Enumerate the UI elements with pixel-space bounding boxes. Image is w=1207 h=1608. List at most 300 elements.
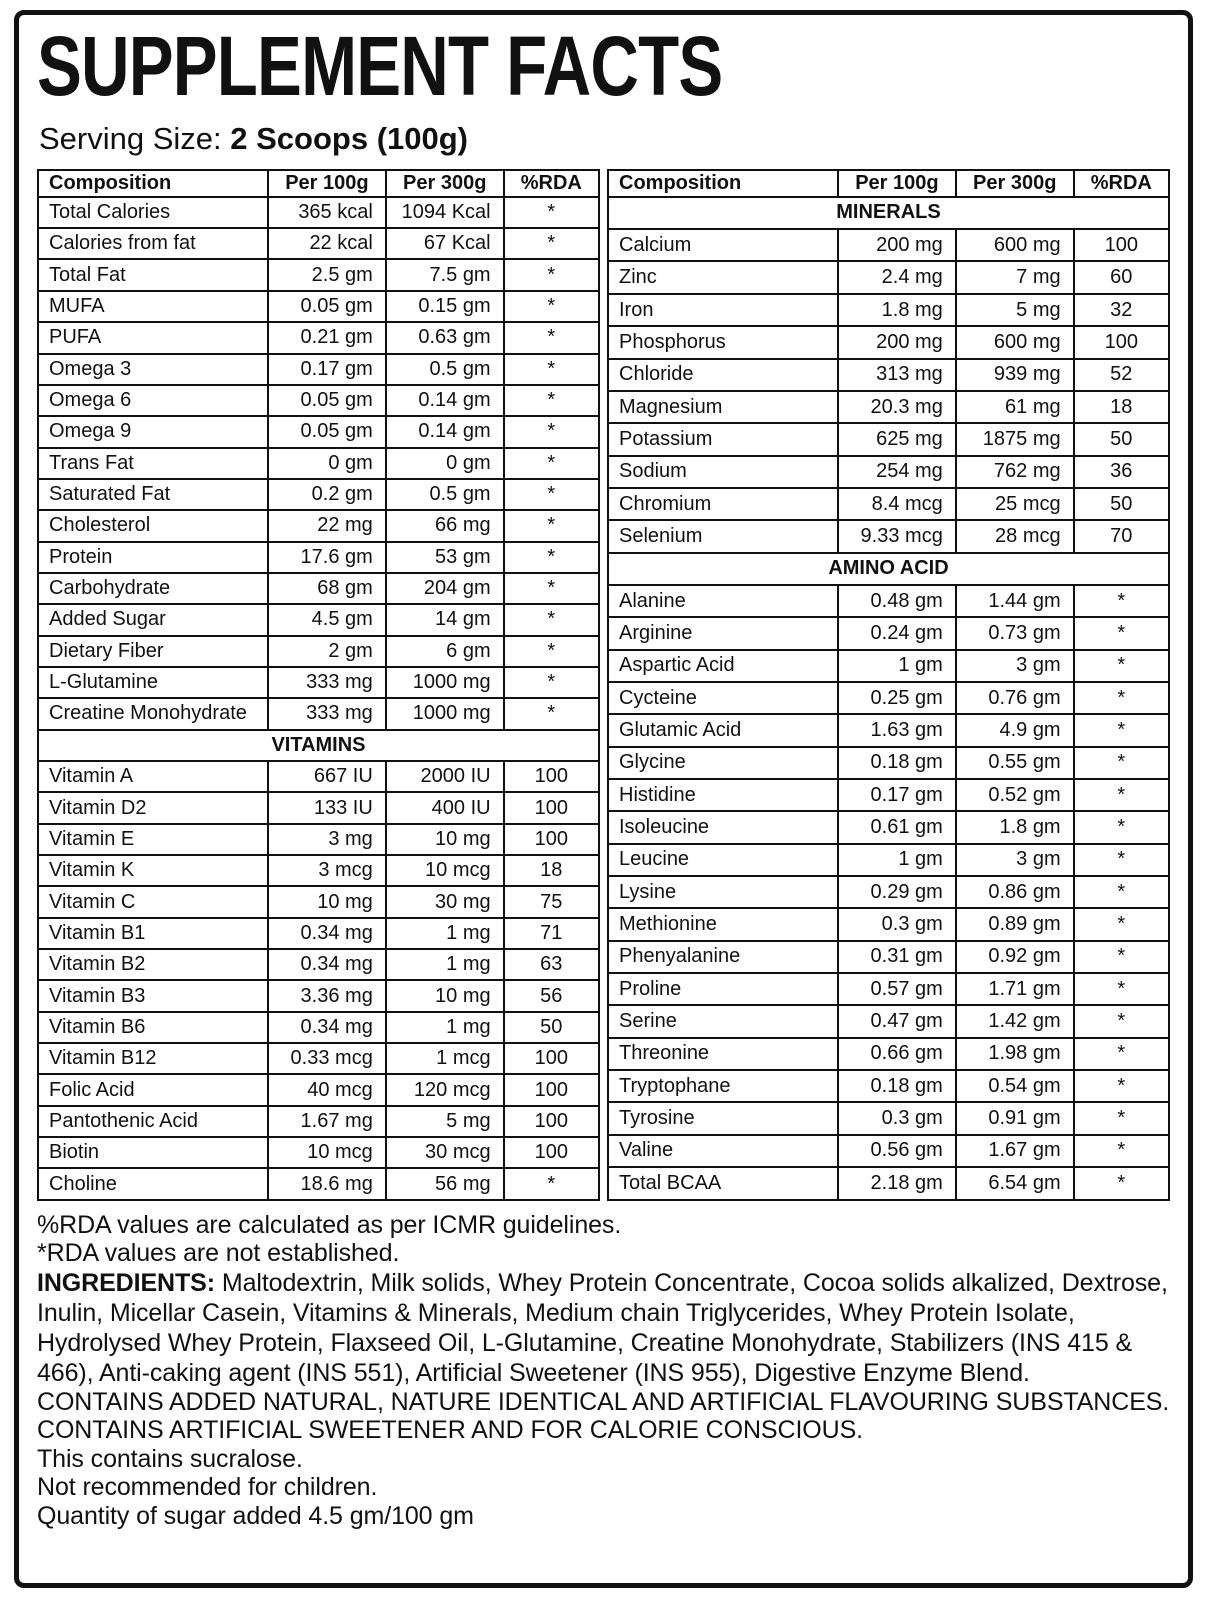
nutrient-name: Potassium [608,423,838,455]
table-row [38,542,599,573]
serving-size-label: Serving Size: [39,120,222,156]
nutrient-name: Isoleucine [608,811,838,843]
nutrient-value: 22 mg [268,510,386,541]
nutrient-name: Vitamin D2 [38,792,268,823]
nutrient-value: 50 [1074,488,1169,520]
nutrient-name: Calcium [608,229,838,261]
column-header-per300g: Per 300g [956,170,1074,197]
nutrient-value: 313 mg [838,359,956,391]
nutrient-name: Trans Fat [38,448,268,479]
nutrient-name: Added Sugar [38,604,268,635]
nutrient-value: 0.89 gm [956,908,1074,940]
nutrient-value: 32 [1074,294,1169,326]
nutrient-name: Vitamin C [38,886,268,917]
children-warning: Not recommended for children. [37,1473,378,1502]
nutrient-value: * [504,354,599,385]
nutrient-name: Vitamin E [38,824,268,855]
nutrient-name: Leucine [608,844,838,876]
nutrient-value: 1.44 gm [956,585,1074,617]
nutrient-value: 7 mg [956,261,1074,293]
nutrient-name: Methionine [608,908,838,940]
table-row [38,1106,599,1137]
nutrient-name: Cycteine [608,682,838,714]
table-row [608,488,1169,520]
table-row [608,779,1169,811]
nutrient-name: L-Glutamine [38,667,268,698]
table-row [38,1168,599,1199]
table-row [38,448,599,479]
table-row [38,479,599,510]
nutrient-value: * [504,1168,599,1199]
table-row [38,886,599,917]
nutrient-value: * [504,604,599,635]
nutrient-name: Valine [608,1135,838,1167]
nutrient-value: 333 mg [268,698,386,729]
nutrient-name: Vitamin K [38,855,268,886]
nutrient-value: 0.2 gm [268,479,386,510]
nutrient-name: Phosphorus [608,326,838,358]
nutrient-value: * [504,667,599,698]
nutrient-value: 1.98 gm [956,1038,1074,1070]
nutrient-value: 0.17 gm [268,354,386,385]
nutrient-value: 17.6 gm [268,542,386,573]
nutrient-value: 0.66 gm [838,1038,956,1070]
nutrient-value: 3 gm [956,650,1074,682]
column-header-composition: Composition [38,170,268,197]
nutrient-name: Omega 3 [38,354,268,385]
nutrient-name: Protein [38,542,268,573]
nutrient-name: Omega 6 [38,385,268,416]
nutrient-value: 100 [504,792,599,823]
nutrient-value: 600 mg [956,229,1074,261]
nutrient-value: 3 mcg [268,855,386,886]
table-row [608,714,1169,746]
nutrition-table-left [37,169,600,1201]
table-row [608,650,1169,682]
nutrient-name: Cholesterol [38,510,268,541]
nutrient-value: 0.21 gm [268,322,386,353]
table-row [608,973,1169,1005]
nutrient-value: 200 mg [838,326,956,358]
nutrient-name: Tyrosine [608,1102,838,1134]
nutrient-value: * [1074,941,1169,973]
nutrient-value: * [1074,682,1169,714]
table-row [38,228,599,259]
nutrient-value: 667 IU [268,761,386,792]
nutrient-value: 60 [1074,261,1169,293]
nutrient-value: 10 mg [386,824,504,855]
nutrient-value: 18 [504,855,599,886]
table-row [38,824,599,855]
nutrient-value: 67 Kcal [386,228,504,259]
nutrient-name: Chloride [608,359,838,391]
column-header-per300g: Per 300g [386,170,504,197]
nutrient-value: 6 gm [386,636,504,667]
table-row [608,391,1169,423]
nutrient-value: * [1074,747,1169,779]
nutrient-value: 0.14 gm [386,385,504,416]
nutrient-value: 9.33 mcg [838,520,956,552]
nutrient-value: 0.31 gm [838,941,956,973]
rda-guidelines-note: %RDA values are calculated as per ICMR guidelines. [37,1210,622,1239]
nutrient-value: 75 [504,886,599,917]
nutrient-name: Arginine [608,617,838,649]
serving-size-value: 2 Scoops (100g) [230,120,469,156]
nutrient-value: * [1074,1167,1169,1200]
nutrient-value: 1.71 gm [956,973,1074,1005]
table-row [38,1074,599,1105]
table-row [608,1102,1169,1134]
nutrient-value: 0.86 gm [956,876,1074,908]
table-row [38,918,599,949]
nutrient-value: 10 mg [386,980,504,1011]
nutrient-value: 0.34 mg [268,949,386,980]
nutrient-value: 36 [1074,456,1169,488]
ingredients-text: Maltodextrin, Milk solids, Whey Protein Concentrate, Cocoa solids alkalized, Dextrose, Inulin, Micellar Casein, Vitamins & Minerals, Medium chain Triglycerides, Whey Protein Isolate, Hydrolysed Whey Protein, Flaxseed Oil, L-Glutamine, Creatine Monohydrate, Stabilizers (INS 415 & 466), Anti-caking agent (INS 551), Artificial Sweetener (INS 955), Digestive Enzyme Blend. [37,1268,1168,1387]
nutrient-value: * [504,197,599,228]
nutrient-value: 100 [504,1137,599,1168]
nutrient-name: Phenyalanine [608,941,838,973]
nutrient-value: 4.9 gm [956,714,1074,746]
nutrient-name: Proline [608,973,838,1005]
nutrient-value: * [1074,1102,1169,1134]
nutrient-name: Glycine [608,747,838,779]
nutrient-value: 0.54 gm [956,1070,1074,1102]
nutrient-value: 30 mg [386,886,504,917]
nutrient-value: 939 mg [956,359,1074,391]
nutrient-name: Pantothenic Acid [38,1106,268,1137]
nutrient-value: 1 mg [386,918,504,949]
nutrient-value: 1000 mg [386,698,504,729]
nutrient-value: 1.63 gm [838,714,956,746]
nutrient-value: 53 gm [386,542,504,573]
nutrient-value: 1.67 gm [956,1135,1074,1167]
nutrient-name: Sodium [608,456,838,488]
nutrient-name: Omega 9 [38,416,268,447]
section-heading-row [608,197,1169,229]
nutrient-value: 3 gm [956,844,1074,876]
nutrient-value: * [504,259,599,290]
nutrient-value: 66 mg [386,510,504,541]
nutrient-value: 0.47 gm [838,1005,956,1037]
table-row [608,520,1169,552]
table-row [608,423,1169,455]
nutrient-value: * [1074,1070,1169,1102]
table-row [38,949,599,980]
nutrient-value: * [504,542,599,573]
nutrient-name: Creatine Monohydrate [38,698,268,729]
table-row [608,1038,1169,1070]
nutrient-value: * [504,479,599,510]
nutrient-value: 68 gm [268,573,386,604]
nutrient-value: 0.17 gm [838,779,956,811]
table-row [608,1070,1169,1102]
table-row [38,1043,599,1074]
table-row [38,385,599,416]
table-row [38,855,599,886]
nutrient-value: 2.4 mg [838,261,956,293]
nutrient-name: Alanine [608,585,838,617]
nutrient-value: 365 kcal [268,197,386,228]
table-row [608,229,1169,261]
nutrient-name: Total Fat [38,259,268,290]
nutrient-value: 133 IU [268,792,386,823]
section-heading-row [608,553,1169,585]
nutrient-name: Vitamin B12 [38,1043,268,1074]
nutrient-value: 6.54 gm [956,1167,1074,1200]
nutrient-value: * [504,228,599,259]
nutrient-value: 100 [504,1043,599,1074]
nutrient-value: 14 gm [386,604,504,635]
nutrient-value: 40 mcg [268,1074,386,1105]
nutrient-value: * [1074,714,1169,746]
nutrient-value: 1000 mg [386,667,504,698]
serving-size-line [39,121,1170,157]
table-row [608,456,1169,488]
nutrient-name: Folic Acid [38,1074,268,1105]
nutrient-value: 0.91 gm [956,1102,1074,1134]
nutrient-value: 0 gm [386,448,504,479]
table-row [38,980,599,1011]
nutrient-value: 0.3 gm [838,908,956,940]
nutrient-value: 625 mg [838,423,956,455]
nutrient-value: * [1074,650,1169,682]
nutrient-value: * [504,573,599,604]
table-row [38,698,599,729]
table-row [608,844,1169,876]
nutrient-value: 204 gm [386,573,504,604]
nutrient-value: 50 [1074,423,1169,455]
ingredients-paragraph [37,1268,1170,1388]
nutrient-name: Saturated Fat [38,479,268,510]
nutrient-value: 1094 Kcal [386,197,504,228]
section-heading: VITAMINS [38,730,599,761]
table-row [38,761,599,792]
nutrient-value: 0.55 gm [956,747,1074,779]
page-title: SUPPLEMENT FACTS [37,19,723,113]
table-row [608,617,1169,649]
table-row [608,294,1169,326]
nutrient-value: 0.34 mg [268,918,386,949]
section-heading-row [38,730,599,761]
nutrient-value: 10 mcg [386,855,504,886]
nutrient-value: 600 mg [956,326,1074,358]
nutrient-name: Vitamin B1 [38,918,268,949]
nutrient-name: Serine [608,1005,838,1037]
table-row [38,259,599,290]
table-row [608,585,1169,617]
nutrient-value: * [1074,811,1169,843]
nutrient-value: 0.34 mg [268,1012,386,1043]
nutrient-name: Choline [38,1168,268,1199]
nutrient-name: Total BCAA [608,1167,838,1200]
nutrient-name: Aspartic Acid [608,650,838,682]
column-header-per100g: Per 100g [268,170,386,197]
nutrient-value: 254 mg [838,456,956,488]
nutrient-value: 3.36 mg [268,980,386,1011]
flavouring-statement: CONTAINS ADDED NATURAL, NATURE IDENTICAL AND ARTIFICIAL FLAVOURING SUBSTANCES. [37,1387,1170,1416]
table-row [608,359,1169,391]
nutrient-value: 100 [504,761,599,792]
nutrient-value: 2.18 gm [838,1167,956,1200]
nutrient-value: 0.5 gm [386,354,504,385]
nutrient-value: 28 mcg [956,520,1074,552]
nutrient-value: 61 mg [956,391,1074,423]
table-row [608,1005,1169,1037]
nutrient-name: Chromium [608,488,838,520]
nutrient-value: * [1074,585,1169,617]
nutrient-value: * [1074,779,1169,811]
nutrient-name: Magnesium [608,391,838,423]
nutrient-name: Vitamin B3 [38,980,268,1011]
table-row [38,510,599,541]
nutrient-value: 0.18 gm [838,1070,956,1102]
nutrient-value: * [504,385,599,416]
nutrient-value: 0.52 gm [956,779,1074,811]
nutrient-name: Threonine [608,1038,838,1070]
nutrient-value: * [504,291,599,322]
nutrient-value: 333 mg [268,667,386,698]
nutrient-value: 71 [504,918,599,949]
nutrient-value: * [1074,973,1169,1005]
nutrient-value: 1 mg [386,1012,504,1043]
nutrient-value: 56 [504,980,599,1011]
nutrient-value: 1 gm [838,650,956,682]
nutrient-value: 1.42 gm [956,1005,1074,1037]
section-heading: AMINO ACID [608,553,1169,585]
nutrient-name: Vitamin B2 [38,949,268,980]
nutrient-value: 4.5 gm [268,604,386,635]
nutrient-value: 56 mg [386,1168,504,1199]
nutrient-value: 100 [504,824,599,855]
nutrient-name: MUFA [38,291,268,322]
nutrient-value: 0.05 gm [268,291,386,322]
supplement-facts-label [14,10,1193,1588]
table-row [38,604,599,635]
nutrient-value: 0.15 gm [386,291,504,322]
nutrient-value: 0.5 gm [386,479,504,510]
nutrient-value: 63 [504,949,599,980]
sucralose-note: This contains sucralose. [37,1444,303,1473]
nutrient-value: 0.24 gm [838,617,956,649]
table-row [38,291,599,322]
nutrient-value: * [1074,844,1169,876]
table-row [608,326,1169,358]
nutrient-value: 1 mcg [386,1043,504,1074]
table-row [38,322,599,353]
nutrient-value: * [504,448,599,479]
footer-notes [37,1211,1170,1531]
nutrient-value: 25 mcg [956,488,1074,520]
nutrient-value: 100 [504,1074,599,1105]
nutrient-name: Total Calories [38,197,268,228]
nutrient-value: 0.92 gm [956,941,1074,973]
nutrient-value: 1 gm [838,844,956,876]
nutrient-value: 0.33 mcg [268,1043,386,1074]
table-row [608,1167,1169,1200]
nutrient-value: 1 mg [386,949,504,980]
table-row [38,416,599,447]
nutrient-name: PUFA [38,322,268,353]
nutrient-value: 2.5 gm [268,259,386,290]
nutrient-value: 18.6 mg [268,1168,386,1199]
nutrient-value: * [1074,1038,1169,1070]
nutrient-value: 0.14 gm [386,416,504,447]
nutrient-value: 400 IU [386,792,504,823]
table-row [608,261,1169,293]
nutrient-value: 200 mg [838,229,956,261]
nutrient-value: 5 mg [386,1106,504,1137]
nutrient-value: 2 gm [268,636,386,667]
nutrient-value: 0.56 gm [838,1135,956,1167]
nutrient-value: 7.5 gm [386,259,504,290]
nutrient-value: 0.57 gm [838,973,956,1005]
table-row [608,682,1169,714]
nutrient-value: 20.3 mg [838,391,956,423]
table-row [38,197,599,228]
nutrient-value: * [504,322,599,353]
nutrient-value: 30 mcg [386,1137,504,1168]
nutrient-value: 0.76 gm [956,682,1074,714]
nutrient-value: 100 [1074,326,1169,358]
nutrient-value: 0.3 gm [838,1102,956,1134]
nutrient-value: * [1074,876,1169,908]
column-header-rda: %RDA [1074,170,1169,197]
nutrient-name: Selenium [608,520,838,552]
column-header-per100g: Per 100g [838,170,956,197]
table-row [38,667,599,698]
nutrient-name: Vitamin A [38,761,268,792]
table-row [608,941,1169,973]
nutrient-name: Iron [608,294,838,326]
nutrition-table-right [607,169,1170,1201]
nutrient-value: 0.05 gm [268,385,386,416]
nutrient-value: 120 mcg [386,1074,504,1105]
nutrient-value: 3 mg [268,824,386,855]
nutrient-value: 0.63 gm [386,322,504,353]
added-sugar-note: Quantity of sugar added 4.5 gm/100 gm [37,1501,474,1530]
nutrient-value: 1.8 gm [956,811,1074,843]
nutrient-value: 0.73 gm [956,617,1074,649]
nutrient-name: Dietary Fiber [38,636,268,667]
column-header-composition: Composition [608,170,838,197]
nutrient-name: Calories from fat [38,228,268,259]
nutrient-value: 100 [1074,229,1169,261]
nutrient-value: * [504,510,599,541]
nutrient-value: 10 mcg [268,1137,386,1168]
ingredients-label: INGREDIENTS: [37,1268,215,1297]
table-row [608,747,1169,779]
nutrient-name: Glutamic Acid [608,714,838,746]
table-row [38,573,599,604]
nutrient-name: Biotin [38,1137,268,1168]
nutrient-value: 0.18 gm [838,747,956,779]
table-row [38,792,599,823]
table-row [608,811,1169,843]
nutrient-value: * [1074,1005,1169,1037]
nutrient-value: 70 [1074,520,1169,552]
nutrient-value: * [1074,908,1169,940]
nutrient-value: 8.4 mcg [838,488,956,520]
table-row [38,1137,599,1168]
nutrient-value: 1.67 mg [268,1106,386,1137]
nutrient-value: 2000 IU [386,761,504,792]
nutrient-value: * [504,636,599,667]
nutrient-value: * [504,416,599,447]
table-row [38,354,599,385]
table-row [608,908,1169,940]
nutrient-value: 0 gm [268,448,386,479]
